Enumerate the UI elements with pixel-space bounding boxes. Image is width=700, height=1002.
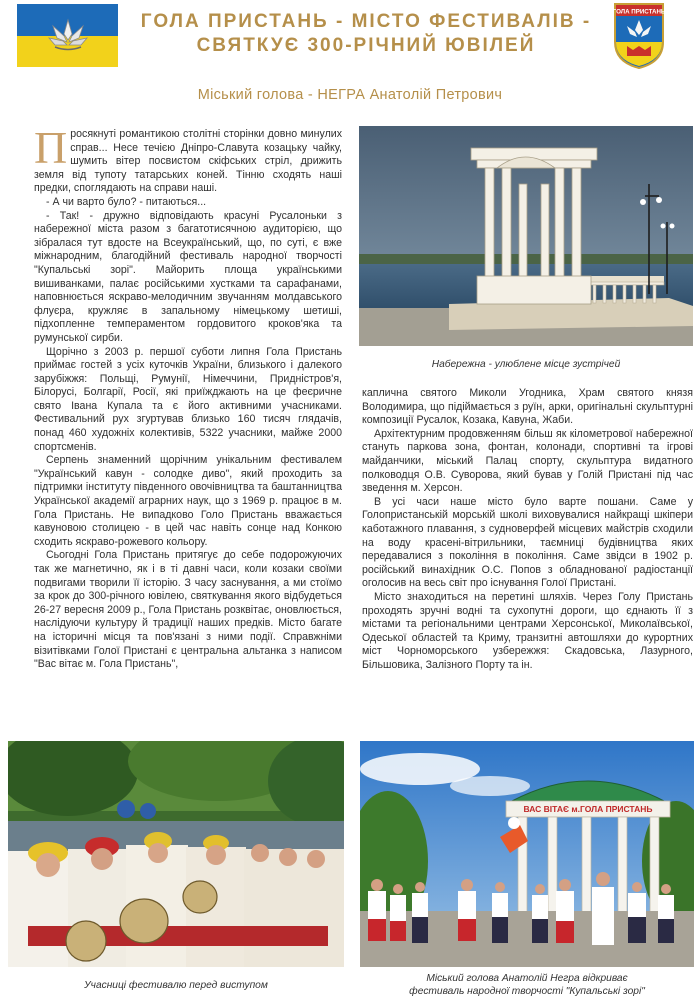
paragraph: Архітектурним продовженням більш як кілометрової набережної стануть паркова зона, фонтан, колонади, спортивні та ігрові майданчики, міський Палац спорту, скульптура видатного полководця О.В. Суворова, який бував у Голій Пристані під час зведення м. Херсон. xyxy=(362,427,693,495)
right-column xyxy=(362,387,693,672)
coat-label: ГОЛА ПРИСТАНЬ xyxy=(613,8,665,16)
paragraph: Сьогодні Гола Пристань притягує до себе подорожуючих так же магнетично, як і в ті давні часи, коли козаки своїми подвигами творили її історію. З часу заснування, а ми стоїмо за крок до 300-річного ювілею, святкування якого відбудеться 26-27 вересня 2009 р., Гола Пристань розквітає, оновлюється, наслідуючи культуру й традиції наших предків. Місто багате на історичні місця та пов'язані з ними події. Справжніми візитівками Голої Пристані є центральна альтанка з написом "Вас вітає м. Гола Пристань", xyxy=(34,549,342,671)
gazebo-caption-line-1: Міський голова Анатолій Негра відкриває xyxy=(426,973,628,984)
dancers-caption: Учасниці фестивалю перед виступом xyxy=(84,980,268,991)
gazebo-caption-line-2: фестиваль народної творчості "Купальські зорі" xyxy=(409,986,645,997)
embankment-photo xyxy=(359,126,693,346)
city-flag xyxy=(17,4,118,67)
title-line-1: ГОЛА ПРИСТАНЬ - МІСТО ФЕСТИВАЛІВ - xyxy=(140,11,592,32)
paragraph: Серпень знаменний щорічним унікальним фестивалем "Український кавун - солодке диво", який проходить за підтримки інституту південного овочівництва та баштанництва Української академії аграрних наук, що з 1969 р. працює в м. Гола Пристань. Не випадково Голо Пристань вважається кавуновою столицею - в цей час навіть сонце над Конкою сходить яскраво-рожевого кольору. xyxy=(34,454,342,548)
paragraph: В усі часи наше місто було варте пошани. Саме у Голопристанській морській школі виховувалися найкращі шкіпери каботажного плавання, з судноверфей місцевих майстрів сходили на воду красені-вітрильники, таємниці будівництва яких передавалися з покоління в покоління. Саме звідси в 1902 р. російський винахідник О.С. Попов з обладнованої радіостанції оголосив на весь світ про існування Голої Пристані. xyxy=(362,495,693,590)
gazebo-sign: ВАС ВІТАЄ м.ГОЛА ПРИСТАНЬ xyxy=(523,804,653,814)
page-title xyxy=(122,10,610,58)
paragraph: каплична святого Миколи Угодника, Храм святого князя Володимира, що підіймається з руїн, арки, оригінальні скульптурні композиції Русалок, Козака, Кавуна, Жаби. xyxy=(362,387,693,427)
embankment-caption: Набережна - улюблене місце зустрічей xyxy=(431,359,621,370)
gazebo-photo xyxy=(360,741,694,967)
mayor-subtitle: Міський голова - НЕГРА Анатолій Петрович xyxy=(197,87,503,103)
gazebo-caption xyxy=(360,972,694,998)
dropcap: П xyxy=(34,122,68,173)
paragraph: - А чи варто було? - питаються... xyxy=(46,195,207,208)
paragraph: Просякнуті романтикою столітні сторінки довно минулих справ... Несе течією Дніпро-Славута козацьку чайку, шумить вітер посвистом скіфських стріл, дрижить земля від тупоту татарських коней. Тінню сходять наші предки, споглядають на справи наші. xyxy=(34,122,342,195)
coat-of-arms xyxy=(613,2,665,70)
paragraph: Місто знаходиться на перетині шляхів. Через Голу Пристань проходять зручні водні та сухопутні дороги, що єднають її з містами та регіональними центрами Херсонської, Миколаївської, Одеської областей та Криму, транзитні автошляхи до курортних міст Чорноморського узбережжя: Скадовська, Лазурного, Більшовика, Залізного Порту та ін. xyxy=(362,590,693,671)
left-column xyxy=(34,122,342,672)
paragraph: - Так! - дружно відповідають красуні Русалоньки з набережної міста разом з багатотисячною аудиторією, що зібралася тут вдосте на Всеукраїнський, що, по суті, є вже міжнародним, благодійний фестиваль народної творчості "Купальські зорі". Майорить площа українськими вишиванками, палає російськими хустками та сарафанами, наповнюється яскраво-мелодичним звучанням молдавського флуєра, кружляє в запальному німецькому шетиші, підхопленне темпераментом гордовитого кроков'яка та румунської сирби. xyxy=(34,209,342,344)
lotus-icon xyxy=(45,16,91,56)
dancers-photo xyxy=(8,741,344,967)
paragraph: Щорічно з 2003 р. першої суботи липня Гола Пристань приймає гостей з усіх куточків України, близького і далекого зарубіжжя: Польщі, Румунії, Німеччини, Придністров'я, Білорусі, Болгарії, Росії, які приїжджають на це феєричне свято Івана Купала та є його активними учасниками. Фестивальний рух згуртував близько 160 тисяч глядачів, понад 460 художніх колективів, 5322 учасники, майже 2000 спортсменів. xyxy=(34,345,342,453)
title-line-2: СВЯТКУЄ 300-РІЧНИЙ ЮВІЛЕЙ xyxy=(196,35,536,56)
